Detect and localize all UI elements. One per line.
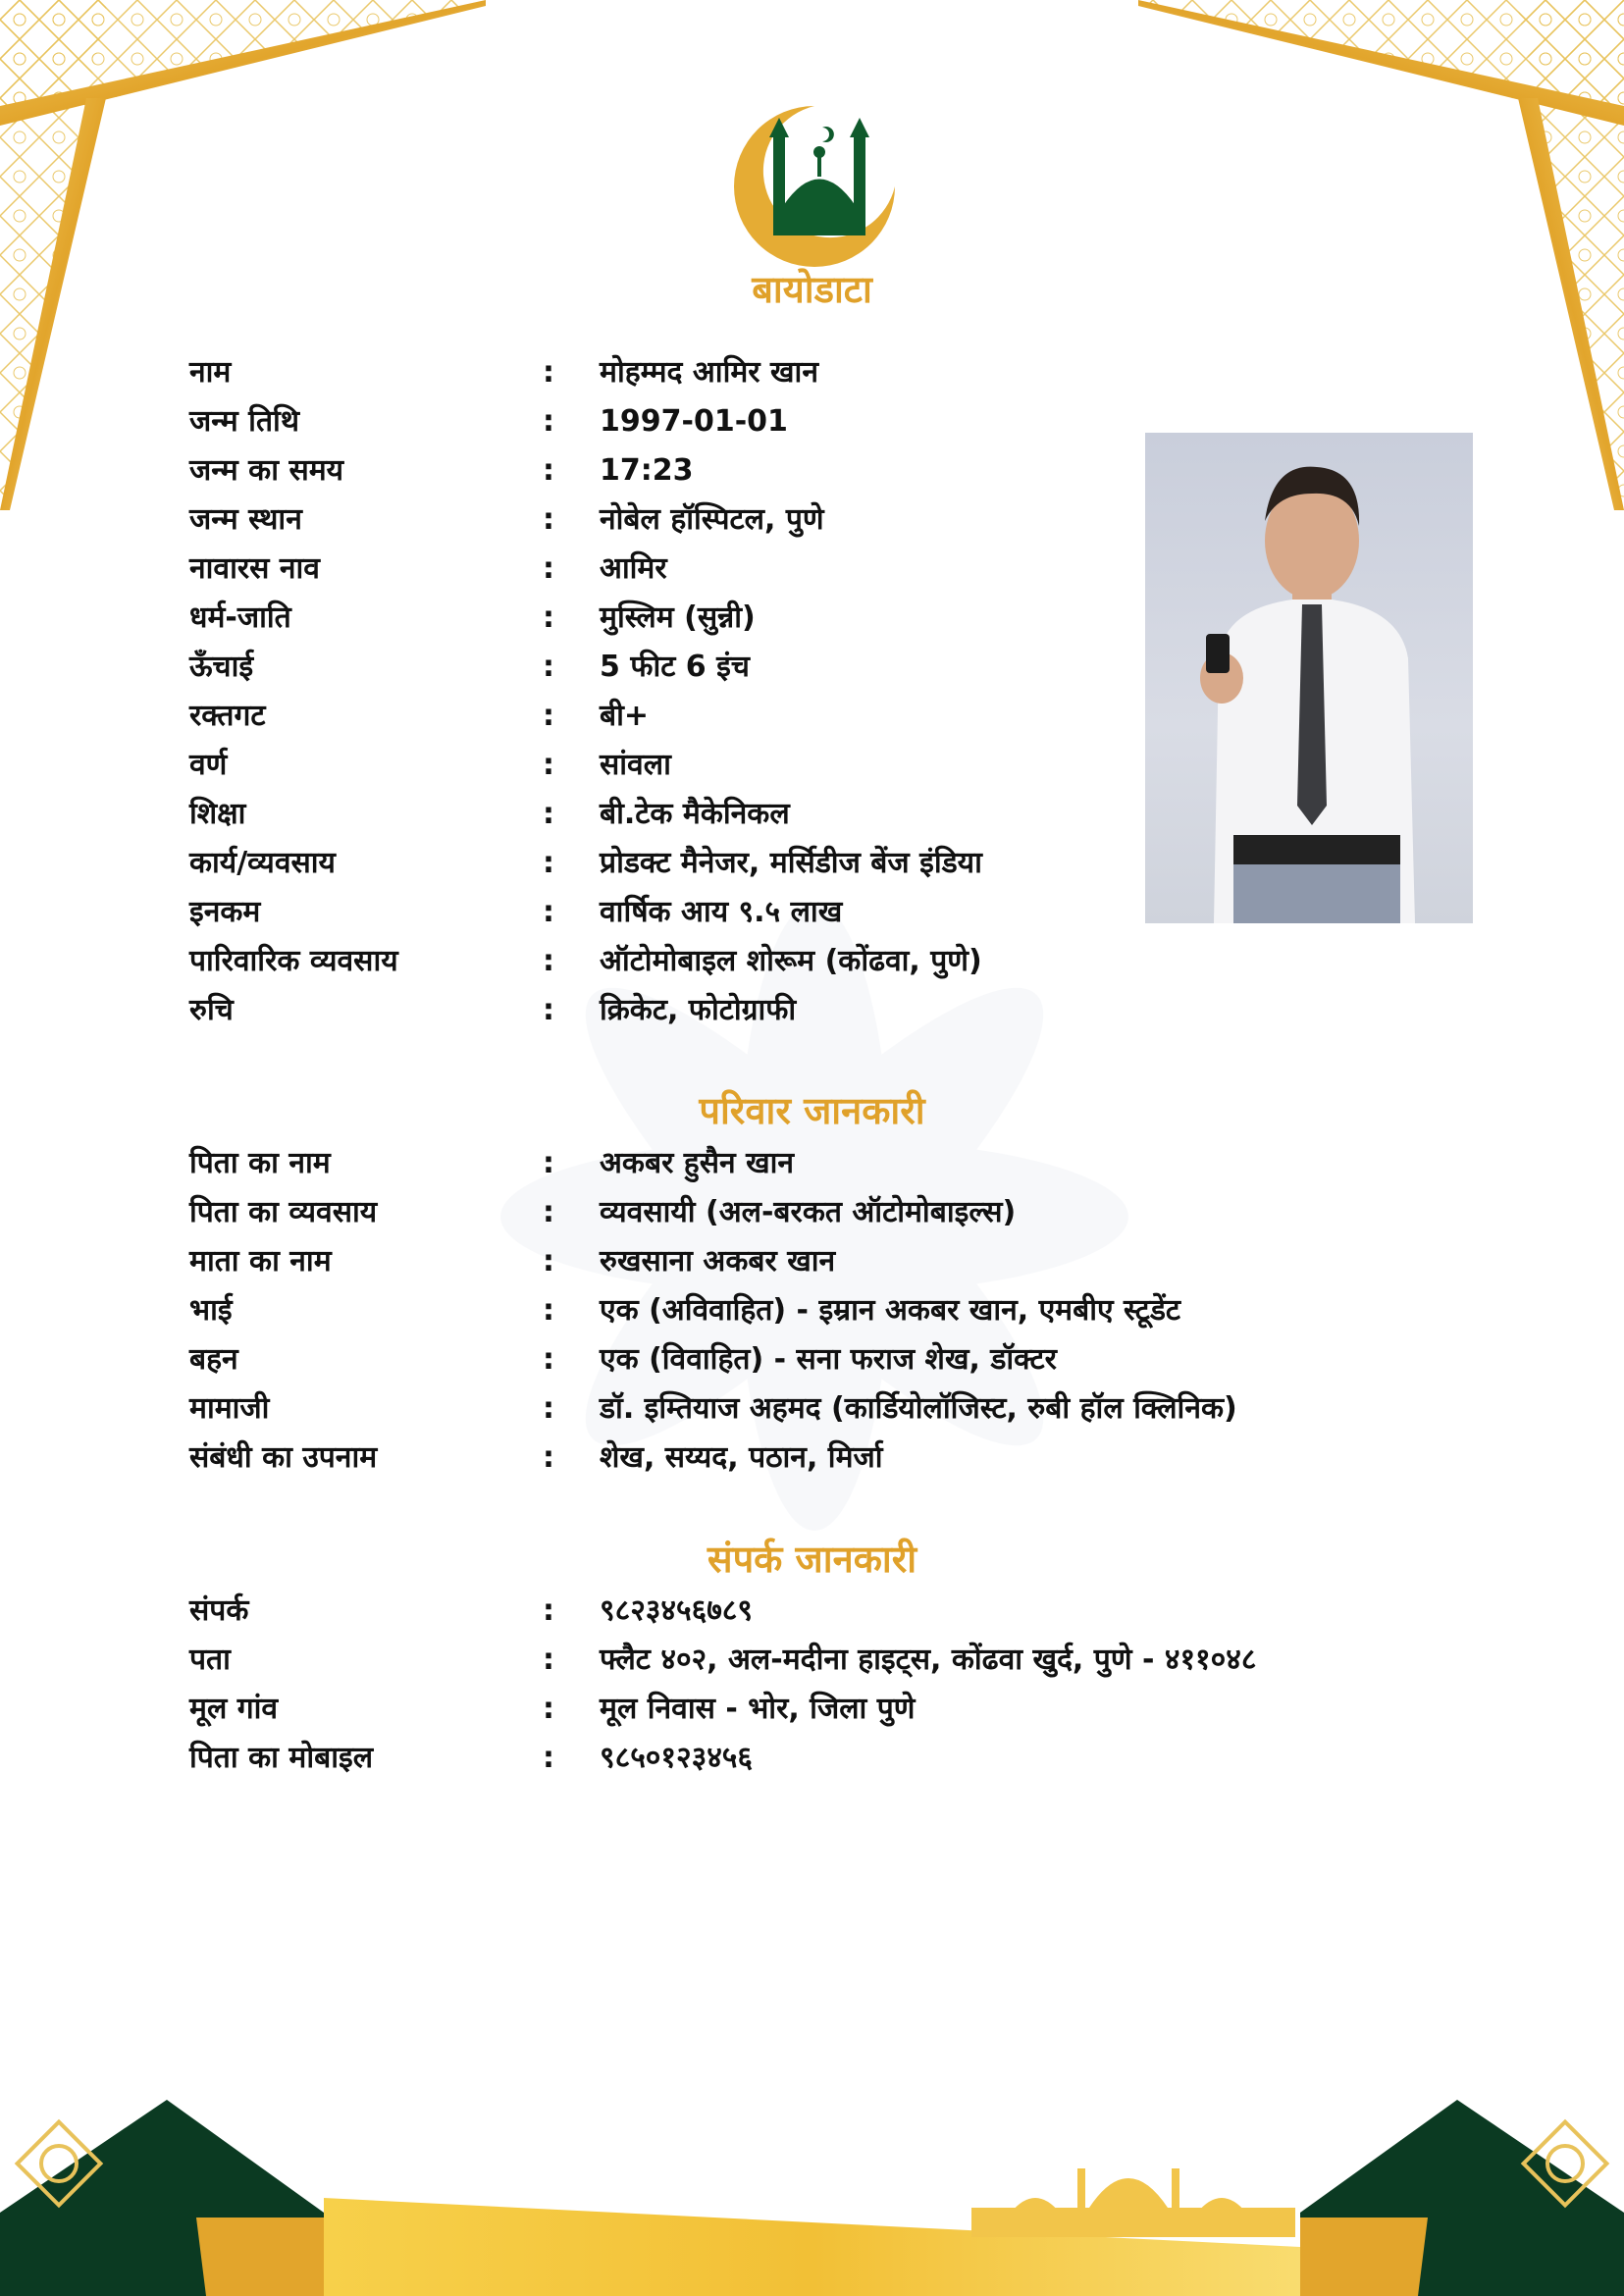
- separator-colon: :: [543, 1391, 554, 1426]
- personal-value: आमिर: [600, 551, 667, 586]
- family-label: पिता का नाम: [189, 1146, 331, 1180]
- separator-colon: :: [543, 1244, 554, 1278]
- family-label: पिता का व्यवसाय: [189, 1195, 378, 1229]
- separator-colon: :: [543, 1342, 554, 1377]
- separator-colon: :: [543, 993, 554, 1027]
- personal-label: जन्म का समय: [189, 453, 344, 488]
- personal-value: ऑटोमोबाइल शोरूम (कोंढवा, पुणे): [600, 944, 982, 978]
- separator-colon: :: [543, 600, 554, 635]
- contact-label: पता: [189, 1643, 231, 1677]
- personal-value: 1997-01-01: [600, 404, 788, 439]
- family-label: भाई: [189, 1293, 233, 1328]
- contact-label: पिता का मोबाइल: [189, 1741, 374, 1775]
- separator-colon: :: [543, 895, 554, 929]
- separator-colon: :: [543, 748, 554, 782]
- family-value: अकबर हुसैन खान: [600, 1146, 795, 1180]
- family-section-title: परिवार जानकारी: [699, 1089, 925, 1132]
- personal-value: 5 फीट 6 इंच: [600, 650, 750, 684]
- contact-value: ९८५०१२३४५६: [600, 1741, 753, 1775]
- family-label: माता का नाम: [189, 1244, 332, 1278]
- personal-label: रुचि: [189, 993, 234, 1027]
- separator-colon: :: [543, 1146, 554, 1180]
- personal-value: क्रिकेट, फोटोग्राफी: [600, 993, 797, 1027]
- separator-colon: :: [543, 846, 554, 880]
- personal-label: नावारस नाव: [189, 551, 320, 586]
- profile-photo: [1145, 433, 1473, 923]
- separator-colon: :: [543, 1293, 554, 1328]
- family-label: बहन: [189, 1342, 238, 1377]
- separator-colon: :: [543, 650, 554, 684]
- personal-value: 17:23: [600, 453, 694, 488]
- personal-label: शिक्षा: [189, 797, 246, 831]
- personal-label: धर्म-जाति: [189, 600, 291, 635]
- separator-colon: :: [543, 453, 554, 488]
- family-value: एक (अविवाहित) - इम्रान अकबर खान, एमबीए स्टूडेंट: [600, 1293, 1181, 1328]
- bottom-ornament-band: [0, 2100, 1624, 2296]
- personal-label: जन्म तिथि: [189, 404, 299, 439]
- separator-colon: :: [543, 1643, 554, 1677]
- separator-colon: :: [543, 1195, 554, 1229]
- personal-value: मुस्लिम (सुन्नी): [600, 600, 756, 635]
- personal-label: वर्ण: [189, 748, 228, 782]
- contact-label: संपर्क: [189, 1593, 249, 1628]
- personal-label: नाम: [189, 355, 232, 390]
- mosque-crescent-logo: [726, 98, 903, 275]
- personal-value: सांवला: [600, 748, 671, 782]
- separator-colon: :: [543, 1692, 554, 1726]
- personal-label: इनकम: [189, 895, 261, 929]
- separator-colon: :: [543, 355, 554, 390]
- personal-label: कार्य/व्यवसाय: [189, 846, 336, 880]
- separator-colon: :: [543, 699, 554, 733]
- contact-value: मूल निवास - भोर, जिला पुणे: [600, 1692, 916, 1726]
- personal-label: पारिवारिक व्यवसाय: [189, 944, 398, 978]
- personal-label: जन्म स्थान: [189, 502, 302, 537]
- family-value: व्यवसायी (अल-बरकत ऑटोमोबाइल्स): [600, 1195, 1017, 1229]
- separator-colon: :: [543, 1741, 554, 1775]
- personal-value: मोहम्मद आमिर खान: [600, 355, 818, 390]
- separator-colon: :: [543, 1440, 554, 1475]
- contact-value: ९८२३४५६७८९: [600, 1593, 753, 1628]
- separator-colon: :: [543, 1593, 554, 1628]
- page-title: बायोडाटा: [752, 268, 872, 311]
- family-value: रुखसाना अकबर खान: [600, 1244, 836, 1278]
- family-label: संबंधी का उपनाम: [189, 1440, 378, 1475]
- personal-label: रक्तगट: [189, 699, 266, 733]
- personal-label: ऊँचाई: [189, 650, 254, 684]
- family-value: एक (विवाहित) - सना फराज शेख, डॉक्टर: [600, 1342, 1057, 1377]
- family-value: शेख, सय्यद, पठान, मिर्जा: [600, 1440, 883, 1475]
- separator-colon: :: [543, 404, 554, 439]
- separator-colon: :: [543, 551, 554, 586]
- personal-value: बी.टेक मैकेनिकल: [600, 797, 790, 831]
- contact-label: मूल गांव: [189, 1692, 279, 1726]
- personal-value: नोबेल हॉस्पिटल, पुणे: [600, 502, 824, 537]
- contact-section-title: संपर्क जानकारी: [707, 1538, 917, 1581]
- family-value: डॉ. इम्तियाज अहमद (कार्डियोलॉजिस्ट, रुबी हॉल क्लिनिक): [600, 1391, 1237, 1426]
- personal-value: प्रोडक्ट मैनेजर, मर्सिडीज बेंज इंडिया: [600, 846, 982, 880]
- separator-colon: :: [543, 502, 554, 537]
- separator-colon: :: [543, 944, 554, 978]
- family-label: मामाजी: [189, 1391, 270, 1426]
- personal-value: बी+: [600, 699, 650, 733]
- personal-value: वार्षिक आय ९.५ लाख: [600, 895, 843, 929]
- contact-value: फ्लैट ४०२, अल-मदीना हाइट्स, कोंढवा खुर्द, पुणे - ४११०४८: [600, 1643, 1257, 1677]
- separator-colon: :: [543, 797, 554, 831]
